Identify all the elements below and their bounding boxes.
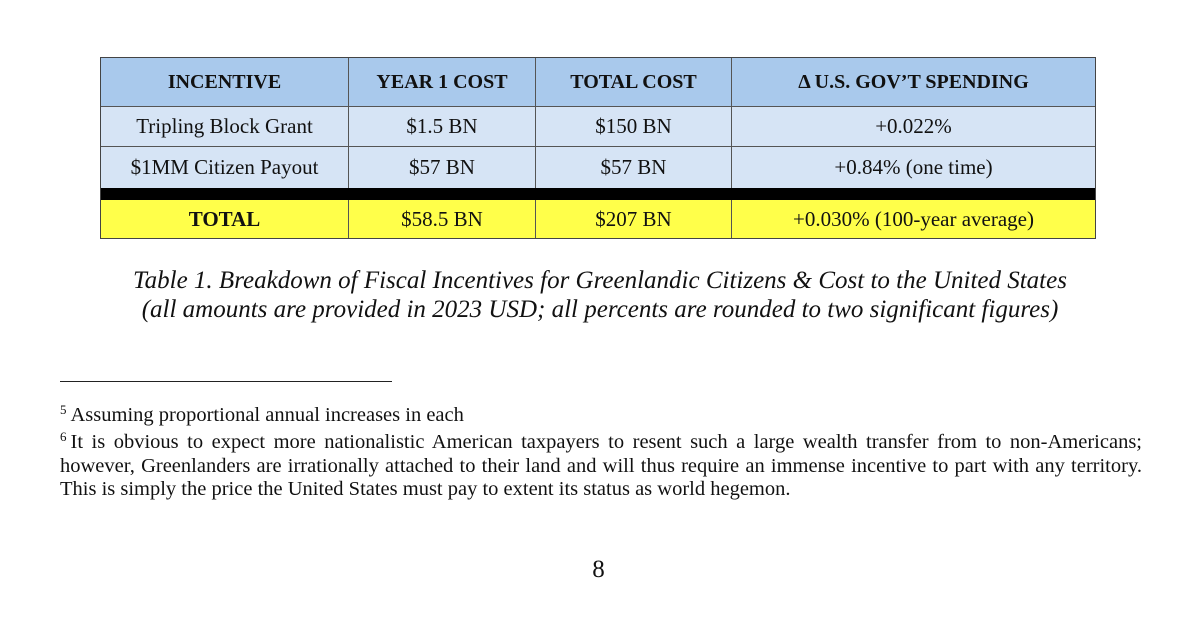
total-total-cost: $207 BN: [536, 200, 732, 238]
page-number: 8: [592, 556, 605, 583]
table-cell: $57 BN: [349, 146, 536, 188]
table-header-row: [101, 58, 1095, 107]
footnote-6: [60, 425, 1142, 502]
total-label: TOTAL: [101, 200, 349, 238]
table-cell: $150 BN: [536, 106, 732, 146]
table-caption: [0, 266, 1200, 324]
total-gov-spending: +0.030% (100-year average): [793, 206, 1034, 231]
table-total-row: [101, 200, 1095, 238]
table-cell: +0.84% (one time): [834, 154, 993, 179]
fiscal-incentives-table: [100, 57, 1096, 239]
header-incentive: INCENTIVE: [101, 58, 349, 106]
table-cell: $57 BN: [536, 146, 732, 188]
footnote-text: Assuming proportional annual increases in each: [70, 404, 464, 426]
total-year1-cost: $58.5 BN: [349, 200, 536, 238]
table-cell: +0.022%: [875, 113, 952, 138]
table-cell: $1MM Citizen Payout: [101, 146, 349, 188]
table-total-separator: [101, 188, 1095, 200]
caption-line-1: Table 1. Breakdown of Fiscal Incentives for Greenlandic Citizens & Cost to the United States: [133, 267, 1067, 294]
footnote-number: 5: [60, 402, 67, 417]
footnote-number: 6: [60, 429, 67, 444]
table-cell: $1.5 BN: [349, 106, 536, 146]
table-row: [101, 106, 1095, 147]
footnote-rule: [60, 381, 392, 382]
header-total-cost: TOTAL COST: [536, 58, 732, 106]
header-year1-cost: YEAR 1 COST: [349, 58, 536, 106]
footnote-5: [60, 398, 1142, 428]
caption-line-2: (all amounts are provided in 2023 USD; all percents are rounded to two significant figures): [141, 296, 1059, 323]
table-row: [101, 146, 1095, 188]
footnote-text: It is obvious to expect more nationalistic American taxpayers to resent such a large wealth transfer from to non-Americans; however, Greenlanders are irrationally attached to their land and will thus require an immense incentive to part with any territory. This is simply the price the United States must pay to extent its status as world hegemon.: [60, 431, 1142, 500]
header-gov-spending: Δ U.S. GOV’T SPENDING: [798, 70, 1029, 93]
table-cell: Tripling Block Grant: [101, 106, 349, 146]
